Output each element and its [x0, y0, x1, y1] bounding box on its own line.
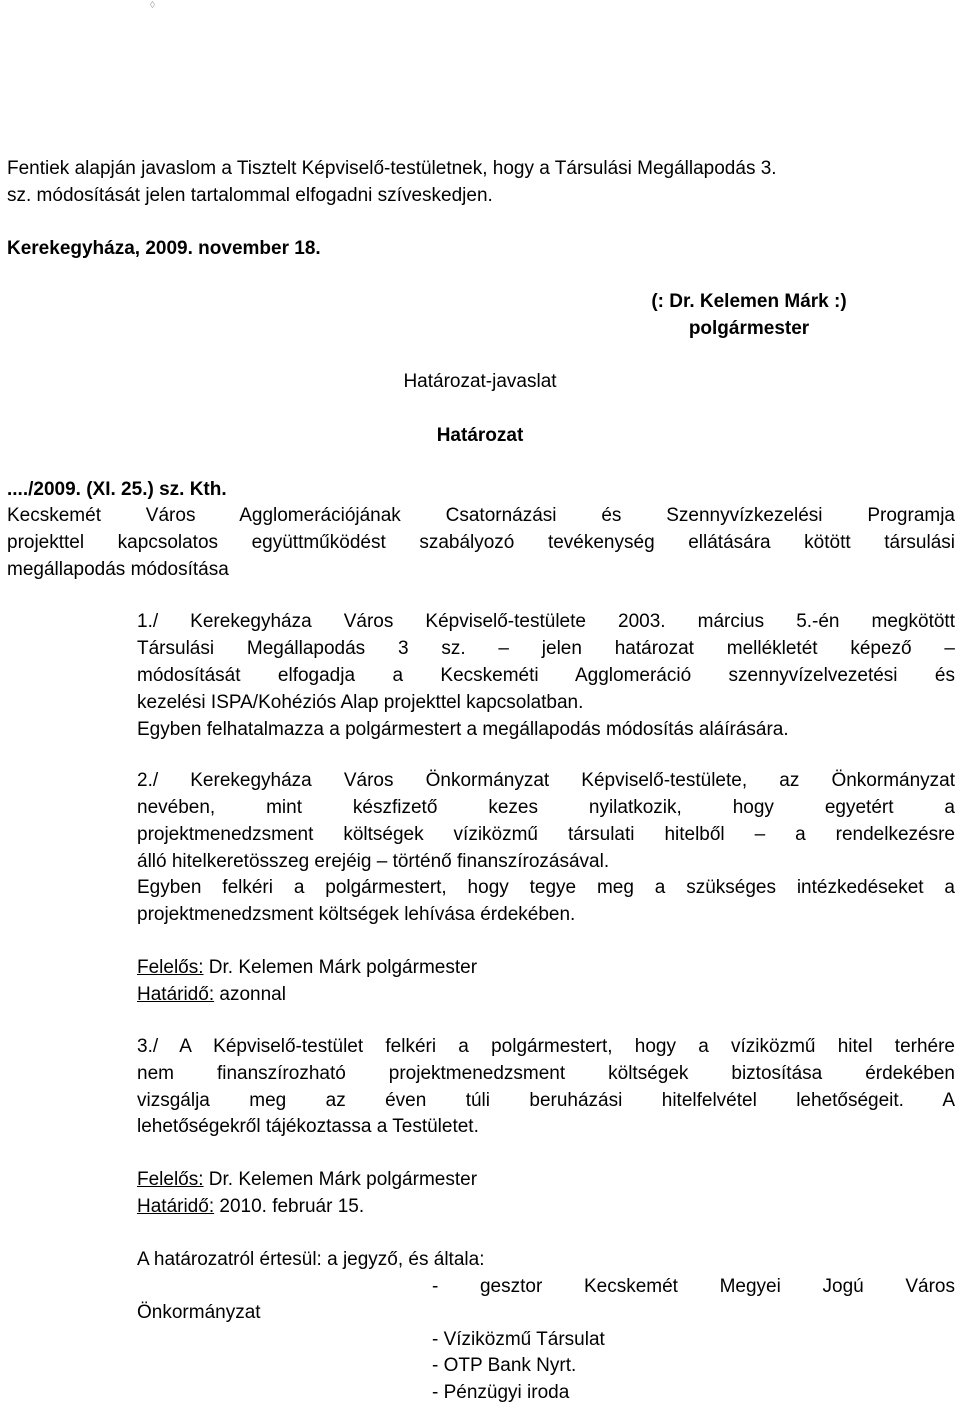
point1-line-1: 1./ Kerekegyháza Város Képviselő-testülete 2003. március 5.-én megkötött — [137, 611, 955, 632]
deadline-label: Határidő: — [137, 984, 215, 1005]
point2-responsible — [137, 955, 477, 981]
signature-title: polgármester — [688, 318, 810, 339]
point2-line-2: nevében, mint készfizető kezes nyilatkozik, hogy egyetért a — [137, 797, 955, 818]
point3-responsible — [137, 1167, 477, 1193]
point2-deadline — [137, 982, 286, 1008]
subject-line-1: Kecskemét Város Agglomerációjának Csatornázási és Szennyvízkezelési Programja — [7, 505, 955, 526]
deadline-value: azonnal — [214, 984, 286, 1005]
point1-line-5: Egyben felhatalmazza a polgármestert a megállapodás módosítás aláírására. — [137, 719, 789, 740]
intro-line-1: Fentiek alapján javaslom a Tisztelt Képviselő-testületnek, hogy a Társulási Megállapodás 3. — [7, 158, 777, 179]
notify-intro: A határozatról értesül: a jegyző, és általa: — [137, 1249, 485, 1270]
point3-deadline — [137, 1194, 364, 1220]
point2-line-3: projektmenedzsment költségek víziközmű társulati hitelből – a rendelkezésre — [137, 824, 955, 845]
intro-line-2: sz. módosítását jelen tartalommal elfogadni szíveskedjen. — [7, 185, 493, 206]
point2-line-1: 2./ Kerekegyháza Város Önkormányzat Képviselő-testülete, az Önkormányzat — [137, 770, 955, 791]
point2-line-6: projektmenedzsment költségek lehívása érdekében. — [137, 904, 576, 925]
notify-item-1: - gesztor Kecskemét Megyei Jogú Város — [432, 1276, 955, 1297]
notify-item-3: - OTP Bank Nyrt. — [432, 1355, 577, 1376]
point2-line-5: Egyben felkéri a polgármestert, hogy tegye meg a szükséges intézkedéseket a — [137, 877, 955, 898]
point3-line-1: 3./ A Képviselő-testület felkéri a polgármestert, hogy a víziközmű hitel terhére — [137, 1036, 955, 1057]
proposal-heading: Határozat-javaslat — [403, 371, 557, 392]
responsible-label: Felelős: — [137, 957, 204, 978]
point1-line-2: Társulási Megállapodás 3 sz. – jelen határozat mellékletét képező – — [137, 638, 955, 659]
responsible-label: Felelős: — [137, 1169, 204, 1190]
subject-line-3: megállapodás módosítása — [7, 559, 229, 580]
resolution-number: ..../2009. (XI. 25.) sz. Kth. — [7, 479, 227, 500]
signature-name: (: Dr. Kelemen Márk :) — [651, 291, 847, 312]
point3-line-3: vizsgálja meg az éven túli beruházási hitelfelvétel lehetőségeit. A — [137, 1090, 955, 1111]
responsible-value: Dr. Kelemen Márk polgármester — [203, 957, 478, 978]
resolution-heading: Határozat — [436, 425, 524, 446]
point3-line-4: lehetőségekről tájékoztassa a Testületet. — [137, 1116, 479, 1137]
responsible-value: Dr. Kelemen Márk polgármester — [203, 1169, 478, 1190]
notify-item-1-cont: Önkormányzat — [137, 1302, 261, 1323]
top-mark: ◊ — [150, 0, 155, 11]
place-date: Kerekegyháza, 2009. november 18. — [7, 238, 321, 259]
subject-line-2: projekttel kapcsolatos együttműködést szabályozó tevékenység ellátására kötött társulási — [7, 532, 955, 553]
notify-item-4: - Pénzügyi iroda — [432, 1382, 570, 1403]
notify-item-2: - Víziközmű Társulat — [432, 1329, 605, 1350]
deadline-label: Határidő: — [137, 1196, 215, 1217]
point1-line-3: módosítását elfogadja a Kecskeméti Agglomeráció szennyvízelvezetési és — [137, 665, 955, 686]
point2-line-4: álló hitelkeretösszeg erejéig – történő finanszírozásával. — [137, 851, 610, 872]
deadline-value: 2010. február 15. — [214, 1196, 365, 1217]
point1-line-4: kezelési ISPA/Kohéziós Alap projekttel kapcsolatban. — [137, 692, 584, 713]
point3-line-2: nem finanszírozható projektmenedzsment költségek biztosítása érdekében — [137, 1063, 955, 1084]
